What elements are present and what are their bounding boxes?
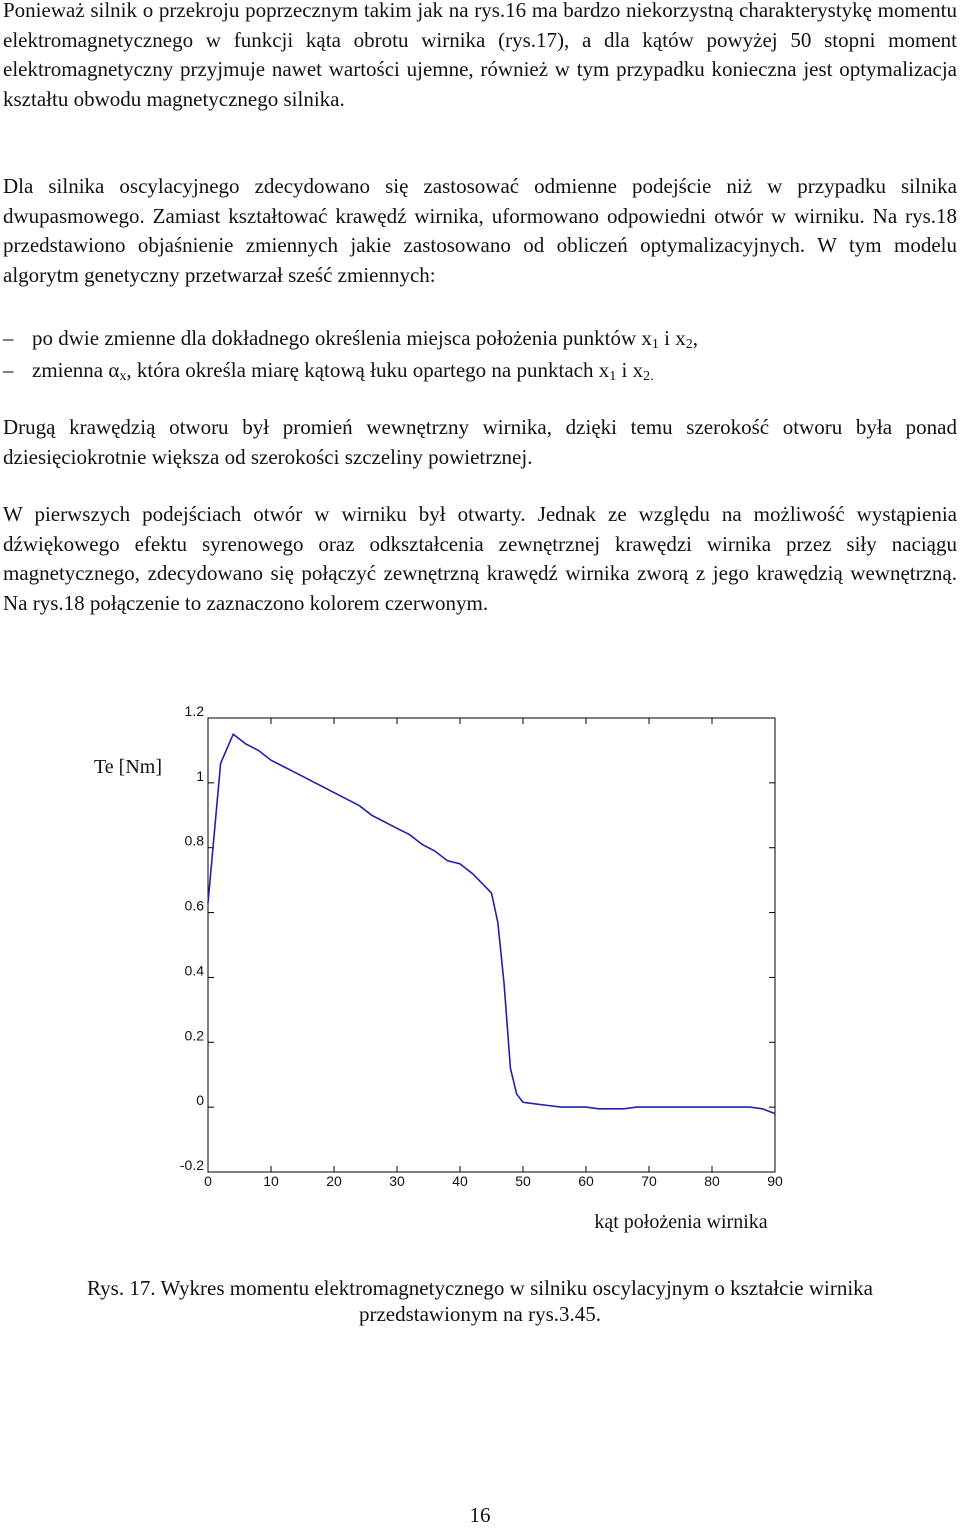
y-tick-label: 1.2	[184, 703, 204, 719]
x-tick-label: 30	[389, 1173, 405, 1189]
figure-caption-line-1: Rys. 17. Wykres momentu elektromagnetycznego w silniku oscylacyjnym o kształcie wirnika	[87, 1276, 873, 1300]
dash-marker: –	[3, 326, 14, 350]
subscript: 1	[609, 369, 617, 384]
bullet-text-part: i x	[616, 358, 644, 382]
figure-caption-line-2: przedstawionym na rys.3.45.	[358, 1302, 602, 1326]
bullet-text-part: , która określa miarę kątową łuku opartego na punktach x	[126, 358, 610, 382]
x-tick-label: 0	[204, 1173, 212, 1189]
x-tick-label: 50	[515, 1173, 531, 1189]
y-tick-label: 0.6	[184, 897, 204, 914]
page-number: 16	[469, 1503, 491, 1527]
x-tick-label: 70	[641, 1173, 657, 1189]
bullet-text-part: ,	[692, 326, 698, 350]
subscript: x	[119, 369, 127, 384]
bullet-text-part: zmienna α	[32, 358, 120, 382]
paragraph-2: Dla silnika oscylacyjnego zdecydowano się zastosować odmienne podejście niż w przypadku silnika dwupasmowego. Zamiast kształtować krawędź wirnika, uformowano odpowiedni otwór w wirniku. Na rys.18 przedstawiono objaśnienie zmiennych jakie zastosowano od obliczeń optymalizacyjnych. W tym modelu algorytm genetyczny przetwarzał sześć zmiennych:	[3, 174, 957, 287]
y-tick-label: -0.2	[179, 1157, 204, 1173]
x-tick-label: 80	[704, 1173, 720, 1189]
subscript: 2	[685, 337, 693, 352]
bullet-text	[32, 356, 654, 392]
bullet-text-part: i x	[658, 326, 686, 350]
dash-marker: –	[3, 358, 14, 382]
plot-frame	[208, 718, 775, 1172]
y-tick-label: 0.2	[184, 1027, 204, 1044]
paragraph-4: W pierwszych podejściach otwór w wirniku był otwarty. Jednak ze względu na możliwość wystąpienia dźwiękowego efektu syrenowego oraz odkształcenia zewnętrznej krawędzi wirnika przez siły naciągu magnetycznego, zdecydowano się połączyć zewnętrzną krawędź wirnika zworą z jego krawędzią wewnętrzną. Na rys.18 połączenie to zaznaczono kolorem czerwonym.	[3, 502, 957, 615]
paragraph-1: Ponieważ silnik o przekroju poprzecznym takim jak na rys.16 ma bardzo niekorzystną charakterystykę momentu elektromagnetycznego w funkcji kąta obrotu wirnika (rys.17), a dla kątów powyżej 50 stopni moment elektromagnetyczny przyjmuje nawet wartości ujemne, również w tym przypadku konieczna jest optymalizacja kształtu obwodu magnetycznego silnika.	[3, 0, 957, 111]
series-line	[208, 734, 775, 1113]
x-tick-label: 60	[578, 1173, 594, 1189]
x-tick-label: 10	[263, 1173, 279, 1189]
x-axis-label: kąt położenia wirnika	[594, 1211, 768, 1233]
x-tick-label: 20	[326, 1173, 342, 1189]
torque-chart	[0, 700, 960, 1245]
y-tick-label: 1	[196, 767, 204, 784]
y-tick-label: 0	[196, 1092, 204, 1109]
bullet-text	[32, 324, 698, 360]
x-tick-label: 40	[452, 1173, 468, 1189]
y-tick-label: 0.4	[184, 962, 204, 979]
axis-ticks	[208, 718, 775, 1172]
bullet-text-part: po dwie zmienne dla dokładnego określenia miejsca położenia punktów x	[32, 326, 652, 350]
y-tick-label: 0.8	[184, 832, 204, 849]
paragraph-3: Drugą krawędzią otworu był promień wewnętrzny wirnika, dzięki temu szerokość otworu była ponad dziesięciokrotnie większa od szerokości szczeliny powietrznej.	[3, 415, 957, 469]
y-axis-label: Te [Nm]	[93, 756, 163, 778]
subscript: 2.	[643, 369, 654, 384]
subscript: 1	[651, 337, 659, 352]
tick-labels	[180, 703, 783, 1189]
x-tick-label: 90	[767, 1173, 783, 1189]
